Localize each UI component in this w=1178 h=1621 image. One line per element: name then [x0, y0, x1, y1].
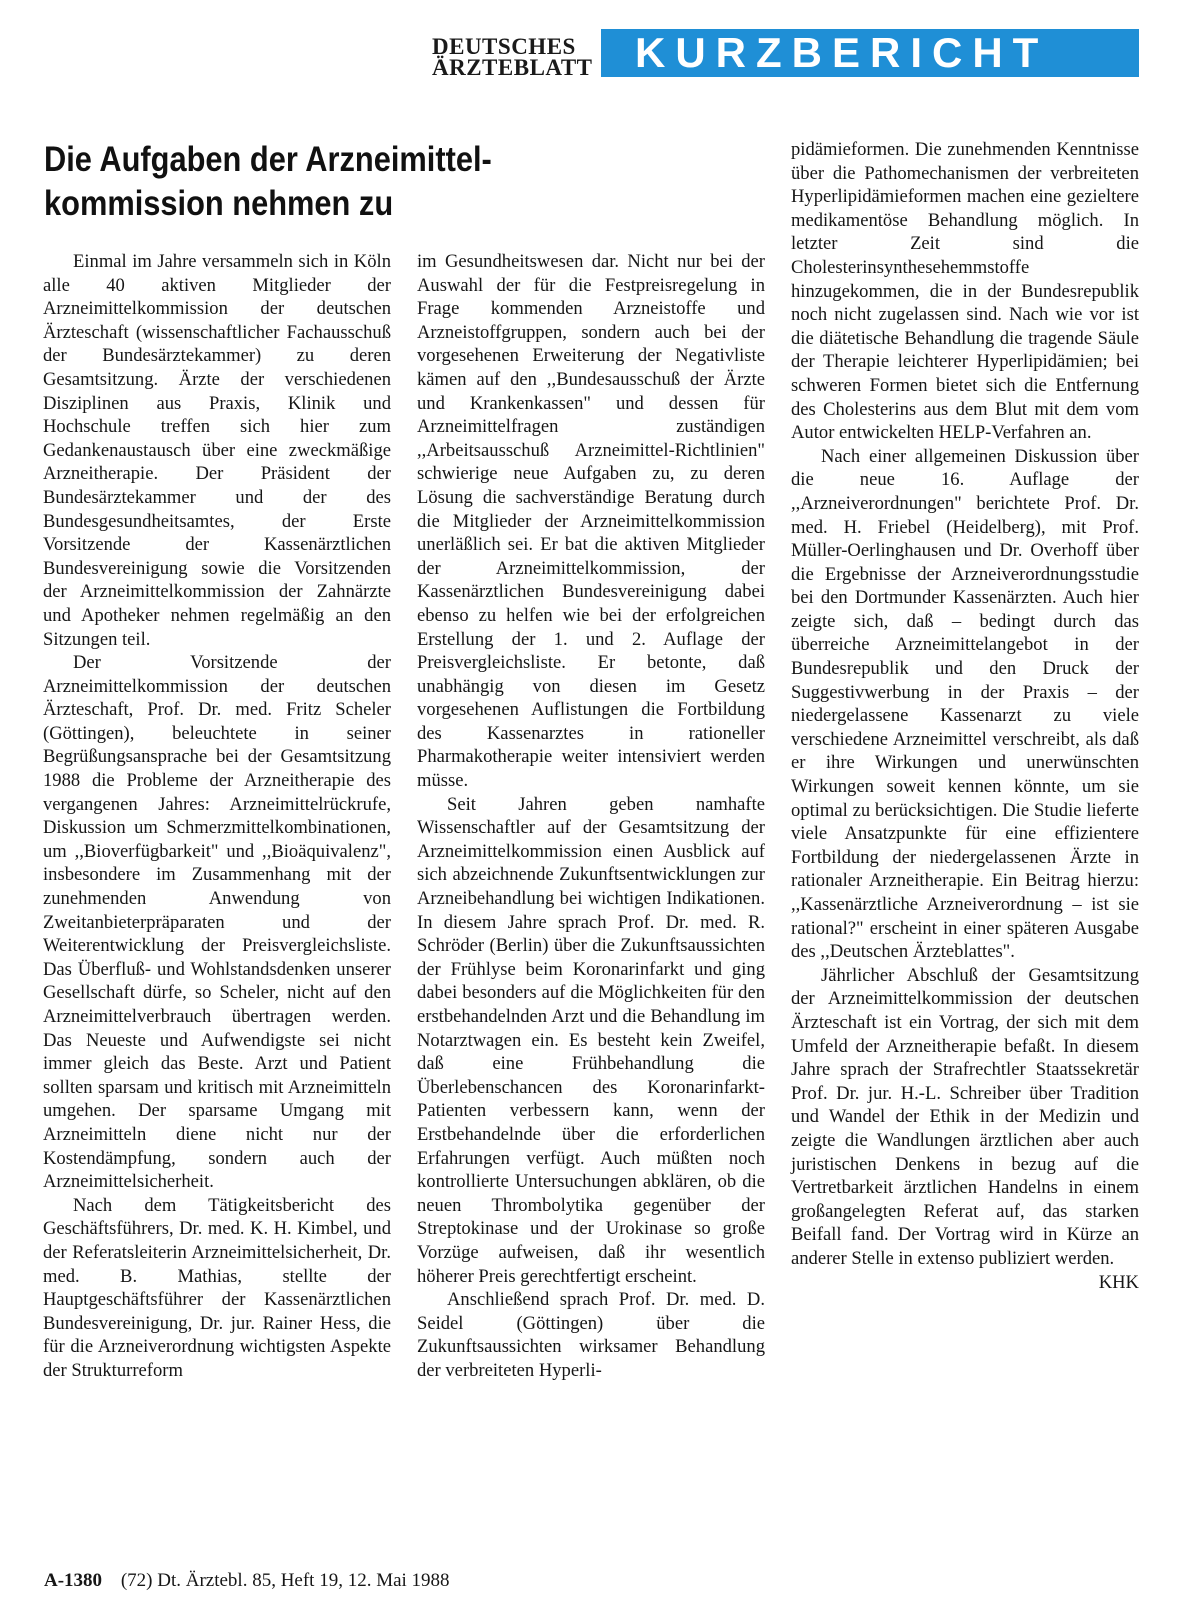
paragraph: Anschließend sprach Prof. Dr. med. D. Seidel (Göttingen) über die Zukunftsaussichten wirksamer Behandlung der verbreiteten Hyperli-: [417, 1289, 765, 1381]
masthead: [432, 36, 592, 78]
paragraph: Nach einer allgemeinen Diskussion über die neue 16. Auflage der ,,Arzneiverordnungen" berichtete Prof. Dr. med. H. Friebel (Heidelberg), mit Prof. Müller-Oerlinghausen und Dr. Overhoff über die Ergebnisse der Arzneiverordnungsstudie bei den Dortmunder Kassenärzten. Auch hier zeigte sich, daß – bedingt durch das überreiche Arzneimittelangebot in der Bundesrepublik und den Druck der Suggestivwerbung in der Praxis – der niedergelassene Kassenarzt zu viele verschiedene Arzneimittel verschreibt, als daß er ihre Wirkungen und unerwünschten Wirkungen soweit kennen könnte, um sie optimal zu berücksichtigen. Die Studie lieferte viele Ansatzpunkte für eine effizientere Fortbildung der niedergelassenen Ärzte in rationaler Arzneitherapie. Ein Beitrag hierzu: ,,Kassenärztliche Arzneiverordnung – ist sie rational?" erscheint in einer späteren Ausgabe des ,,Deutschen Ärzteblattes".: [791, 445, 1139, 963]
text-column-2: [417, 250, 765, 1383]
paragraph: pidämieformen. Die zunehmenden Kenntnisse über die Pathomechanismen der verbreiteten Hyperlipidämieformen machen eine gezieltere medikamentöse Behandlung möglich. In letzter Zeit sind die Cholesterinsynthesehemmstoffe hinzugekommen, die in der Bundesrepublik noch nicht zugelassen sind. Nach wie vor ist die diätetische Behandlung die tragende Säule der Therapie leichterer Hyperlipidämien; bei schweren Formen bietet sich die Entfernung des Cholesterins aus dem Blut mit dem vom Autor entwickelten HELP-Verfahren an.: [791, 139, 1139, 444]
masthead-line-2: ÄRZTEBLATT: [432, 55, 593, 80]
paragraph: Nach dem Tätigkeitsbericht des Geschäftsführers, Dr. med. K. H. Kimbel, und der Referatsleiterin Arzneimittelsicherheit, Dr. med. B. Mathias, stellte der Hauptgeschäftsführer der Kassenärztlichen Bundesvereinigung, Dr. jur. Rainer Hess, die für die Arzneiverordnung wichtigsten Aspekte der Strukturreform: [43, 1194, 391, 1381]
section-banner: [601, 29, 1139, 77]
paragraph: [791, 964, 1139, 1293]
title-line-1: Die Aufgaben der Arzneimittel-: [44, 140, 492, 179]
page-footer: [44, 1570, 450, 1592]
title-line-2: kommission nehmen zu: [44, 184, 394, 223]
paragraph: Seit Jahren geben namhafte Wissenschaftler auf der Gesamtsitzung der Arzneimittelkommission einen Ausblick auf sich abzeichnende Zukunftsentwicklungen zur Arzneibehandlung bei wichtigen Indikationen. In diesem Jahre sprach Prof. Dr. med. R. Schröder (Berlin) über die Zukunftsaussichten der Frühlyse beim Koronarinfarkt und ging dabei besonders auf die Möglichkeiten für den erstbehandelnden Arzt und die Behandlung im Notarztwagen ein. Es besteht kein Zweifel, daß eine Frühbehandlung die Überlebenschancen des Koronarinfarkt-Patienten verbessern kann, wenn der Erstbehandelnde über die erforderlichen Erfahrungen verfügt. Auch müßten noch kontrollierte Untersuchungen abklären, ob die neuen Thrombolytika gegenüber der Streptokinase und der Urokinase so große Vorzüge aufweisen, daß ihr wesentlich höherer Preis gerechtfertigt erscheint.: [417, 793, 765, 1287]
text-column-3: [791, 138, 1139, 1294]
page-number: A-1380: [44, 1570, 103, 1591]
paragraph: Einmal im Jahre versammeln sich in Köln alle 40 aktiven Mitglieder der Arzneimittelkommission der deutschen Ärzteschaft (wissenschaftlicher Fachausschuß der Bundesärztekammer) zu deren Gesamtsitzung. Ärzte der verschiedenen Disziplinen aus Praxis, Klinik und Hochschule treffen sich hier zum Gedankenaustausch über eine zweckmäßige Arzneitherapie. Der Präsident der Bundesärztekammer und der des Bundesgesundheitsamtes, der Erste Vorsitzende der Kassenärztlichen Bundesvereinigung sowie die Vorsitzenden der Arzneimittelkommission der Zahnärzte und Apotheker nehmen regelmäßig an den Sitzungen teil.: [43, 251, 391, 650]
text-column-1: [43, 250, 391, 1383]
article-title: [44, 138, 660, 226]
paragraph: im Gesundheitswesen dar. Nicht nur bei der Auswahl der für die Festpreisregelung in Frage kommenden Arzneistoffe und Arzneistoffgruppen, sondern auch bei der vorgesehenen Erweiterung der Negativliste kämen auf den ,,Bundesausschuß der Ärzte und Krankenkassen" und dessen für Arzneimittelfragen zuständigen ,,Arbeitsausschuß Arzneimittel-Richtlinien" schwierige neue Aufgaben zu, zu deren Lösung die sachverständige Beratung durch die Mitglieder der Arzneimittelkommission unerläßlich sei. Er bat die aktiven Mitglieder der Arzneimittelkommission, der Kassenärztlichen Bundesvereinigung dabei ebenso zu helfen wie bei der erfolgreichen Erstellung der 1. und 2. Auflage der Preisvergleichsliste. Er betonte, daß unabhängig von diesen im Gesetz vorgesehenen Auflistungen die Fortbildung des Kassenarztes in rationeller Pharmakotherapie weiter intensiviert werden müsse.: [417, 251, 765, 792]
author-signature: KHK: [1098, 1271, 1139, 1293]
paragraph: Der Vorsitzende der Arzneimittelkommission der deutschen Ärzteschaft, Prof. Dr. med. Fritz Scheler (Göttingen), beleuchtete in seiner Begrüßungsansprache bei der Gesamtsitzung 1988 die Probleme der Arzneitherapie des vergangenen Jahres: Arzneimittelrückrufe, Diskussion um Schmerzmittelkombinationen, um ,,Bioverfügbarkeit" und ,,Bioäquivalenz", insbesondere im Zusammenhang mit der zunehmenden Anwendung von Zweitanbieterpräparaten und der Weiterentwicklung der Preisvergleichsliste. Das Überfluß- und Wohlstandsdenken unserer Gesellschaft dürfe, so Scheler, nicht auf den Arzneimittelverbrauch übertragen werden. Das Neueste und Aufwendigste sei nicht immer gleich das Beste. Arzt und Patient sollten sparsam und kritisch mit Arzneimitteln umgehen. Der sparsame Umgang mit Arzneimitteln diene nicht nur der Kostendämpfung, sondern auch der Arzneimittelsicherheit.: [43, 652, 391, 1193]
section-label: KURZBERICHT: [635, 29, 1049, 76]
citation: (72) Dt. Ärztebl. 85, Heft 19, 12. Mai 1988: [120, 1570, 450, 1591]
paragraph-text: Jährlicher Abschluß der Gesamtsitzung der Arzneimittelkommission der deutschen Ärzteschaft ist ein Vortrag, der sich mit dem Umfeld der Arzneitherapie befaßt. In diesem Jahre sprach der Strafrechtler Staatssekretär Prof. Dr. jur. H.-L. Schreiber über Tradition und Wandel der Ethik in der Medizin und zeigte die Wandlungen ärztlichen aber auch juristischen Denkens in bezug auf die Vertretbarkeit ärztlichen Handelns in einem großangelegten Referat auf, das starken Beifall fand. Der Vortrag wird in Kürze an anderer Stelle in extenso publiziert werden.: [791, 964, 1139, 1269]
masthead-line-1: DEUTSCHES: [432, 34, 576, 59]
